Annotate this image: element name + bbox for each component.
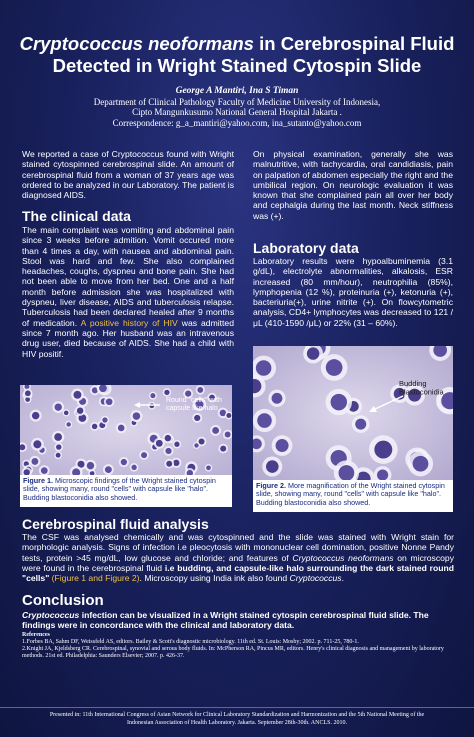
references <box>22 632 462 660</box>
footer-divider <box>0 707 474 708</box>
stained-cell <box>374 441 392 459</box>
stained-cell <box>32 412 40 420</box>
stained-cell <box>156 440 163 447</box>
micrograph-2 <box>253 346 453 480</box>
figure-1-caption: Figure 1. Microscopic findings of the Wright stained cytospin slide, showing many, round "cells" with capsule like "halo". Budding blastoconidia also showed. <box>20 475 232 507</box>
stained-cell <box>174 442 179 447</box>
stained-cell <box>131 465 136 470</box>
stained-cell <box>87 462 94 469</box>
stained-cell <box>133 412 141 420</box>
csf-heading: Cerebrospinal fluid analysis <box>22 516 209 532</box>
author-correspondence: Correspondence: g_a_mantiri@yahoo.com, ina_sutanto@yahoo.com <box>112 117 362 128</box>
stained-cell <box>141 452 147 458</box>
stained-cell <box>326 359 343 376</box>
stained-cell <box>194 415 200 421</box>
stained-cell <box>165 435 171 441</box>
clinical-text: The main complaint was vomiting and abdominal pain since 3 weeks before admition. Vomit occured more than 4 times a day, with nausea and abdominal pain. Stool was hard and few. She also complained headaches, coughs, dyspneu and bone pain. She had not been able to move from her bed. One and a half month before admission she was hospitalized with dyspneu, liver disease, AIDS and tuberculosis relapse. Tuberculosis had been declared healed after 9 months of medication. A positive history of HIV was admitted since 7 month ago. Her husband was an intravenous drug user, died because of AIDS. She had a child with HIV positif. <box>22 225 234 359</box>
conclusion-heading: Conclusion <box>22 592 104 609</box>
title-line2: Detected in Wright Stained Cytospin Slide <box>52 55 422 76</box>
stained-cell <box>56 444 61 449</box>
references-heading: References <box>22 632 50 638</box>
stained-cell <box>64 411 69 416</box>
title-rest: in Cerebrospinal Fluid <box>253 33 455 54</box>
intro-text: We reported a case of Cryptococcus found with Wright stained cytospinned cerebrospinal slide. An amount of cerebrospinal fluid from a woman of 37 years age was ordered to be analyzed in our Laboratory. The patient is diagnosed AIDS. <box>22 149 234 201</box>
stained-cell <box>331 394 347 410</box>
figure-1-image <box>20 385 232 475</box>
stained-cell <box>25 390 31 396</box>
stained-cell <box>257 413 272 428</box>
reference-item: 2.Knight JA, Kjeldsberg CR. Cerebrospinal, synovial and serous body fluids. In: McPherson RA, Pincus MR, editors. Henry's clinical diagnosis and management by laboratory methods. 21st ed. Philadelphia: Saunders Elsevier; 2007. p. 426-37. <box>22 646 444 660</box>
stained-cell <box>121 459 127 465</box>
stained-cell <box>92 424 98 430</box>
figure-reference: (Figure 1 and Figure 2) <box>49 573 140 584</box>
stained-cell <box>164 390 169 395</box>
stained-cell <box>166 461 172 467</box>
footer <box>0 709 474 737</box>
stained-cell <box>54 433 62 441</box>
stained-cell <box>105 466 112 473</box>
annotation-label-2: Budding Blastoconidia <box>399 379 444 397</box>
stained-cell <box>266 460 279 473</box>
stained-cell <box>31 458 38 465</box>
clinical-heading: The clinical data <box>22 208 131 224</box>
stained-cell <box>149 403 154 408</box>
stained-cell <box>77 407 83 413</box>
csf-text: The CSF was analysed chemically and was cytospinned and the slide was stained with Wright stain for morphologic analysis. Signs of infection i.e pleocytosis with mononuclear cell domination, positive Nonne Pandy tests, protein >45 mg/dL, low glucose and chloride; and features of Cryptococcus neoformans on microscopy were found in the cerebrospinal fluid i.e budding, and capsule-like halo surrounding the dark stained round "cells" (Figure 1 and Figure 2). Microscopy using India ink also found Cryptococcus. <box>22 532 455 584</box>
stained-cell <box>355 419 366 430</box>
stained-cell <box>73 391 81 399</box>
stained-cell <box>106 398 113 405</box>
stained-cell <box>225 432 231 438</box>
reference-item: 1.Forbes BA, Sahm DF, Weissfeld AS, editors. Bailey & Scott's diagnostic microbiology. 11th ed. St. Louis: Mosby; 2002. p. 711-25, 780-1. <box>22 639 359 646</box>
stained-cell <box>165 448 171 454</box>
stained-cell <box>56 453 61 458</box>
stained-cell <box>212 427 219 434</box>
stained-cell <box>226 413 231 418</box>
stained-cell <box>256 360 272 376</box>
conclusion-text: Cryptococcus infection can be visualized in a Wright stained cytospin cerebrospinal fluid slide. The findings were in concordance with the clinical and laboratory data. <box>22 610 429 631</box>
stained-cell <box>307 347 319 359</box>
micrograph-1 <box>20 385 232 475</box>
title-italic: Cryptococcus neoformans <box>19 33 254 54</box>
stained-cell <box>66 422 70 426</box>
author-names: George A Mantiri, Ina S Timan <box>175 86 299 96</box>
hiv-highlight: A positive history of HIV <box>80 317 178 328</box>
laboratory-text: Laboratory results were hypoalbuminemia (3.1 g/dL), electrolyte abnormalities, alkalosis, ESR increased (80 mm/hour), neutrophilia (85%), lymphopenia (12 %), proteinuria (+), ketonuria (+), bacteriuria(+), urine nitrite (+). On flowcytometric analysis, CD4+ lymphocytes was decreased to 121 /μL (410-1590 /μL) or 22% (31 – 60%). <box>253 256 453 328</box>
stained-cell <box>220 446 226 452</box>
stained-cell <box>206 465 211 470</box>
stained-cell <box>102 417 107 422</box>
stained-cell <box>33 440 41 448</box>
footer-line-1: Presented in: 11th International Congress of Asian Network for Clinical Laboratory Standardization and Harmonization and the 5th National Meeting of the <box>49 712 425 718</box>
figure-2-caption: Figure 2. More magnification of the Wright stained cytospin slide, showing many, round "cells" with capsule like "halo". Budding blastoconidia also showed. <box>253 480 453 512</box>
stained-cell <box>41 467 48 474</box>
figure-2-image <box>253 346 453 480</box>
stained-cell <box>276 439 289 452</box>
annotation-label-1: Round "cells" with capsule like halo <box>166 397 222 412</box>
poster-title <box>10 33 464 77</box>
author-hospital: Cipto Mangunkusumo National General Hospital Jakarta . <box>132 107 342 117</box>
stained-cell <box>197 387 203 393</box>
stained-cell <box>413 456 429 472</box>
authors-block <box>10 86 464 128</box>
stained-cell <box>150 393 155 398</box>
stained-cell <box>55 403 62 410</box>
stained-cell <box>194 443 198 447</box>
physical-exam-text: On physical examination, generally she was malnutritive, with tachycardia, oral candidiasis, pain on palpation of abdomen especially the right and the umbilical region. On neurologic evaluation it was known that she complained pain all over her body and cephalgia during the last month. Neck stiffness was (+). <box>253 149 453 221</box>
stained-cell <box>118 425 125 432</box>
author-department: Department of Clinical Pathology Faculty of Medicine University of Indonesia, <box>93 96 381 107</box>
stained-cell <box>185 391 191 397</box>
stained-cell <box>173 460 179 466</box>
laboratory-heading: Laboratory data <box>253 240 359 256</box>
footer-line-2: Indonesian Association of Health Laboratory. Jakarta. September 28th-30th. ANCLS. 2010. <box>127 719 347 726</box>
stained-cell <box>272 393 283 404</box>
